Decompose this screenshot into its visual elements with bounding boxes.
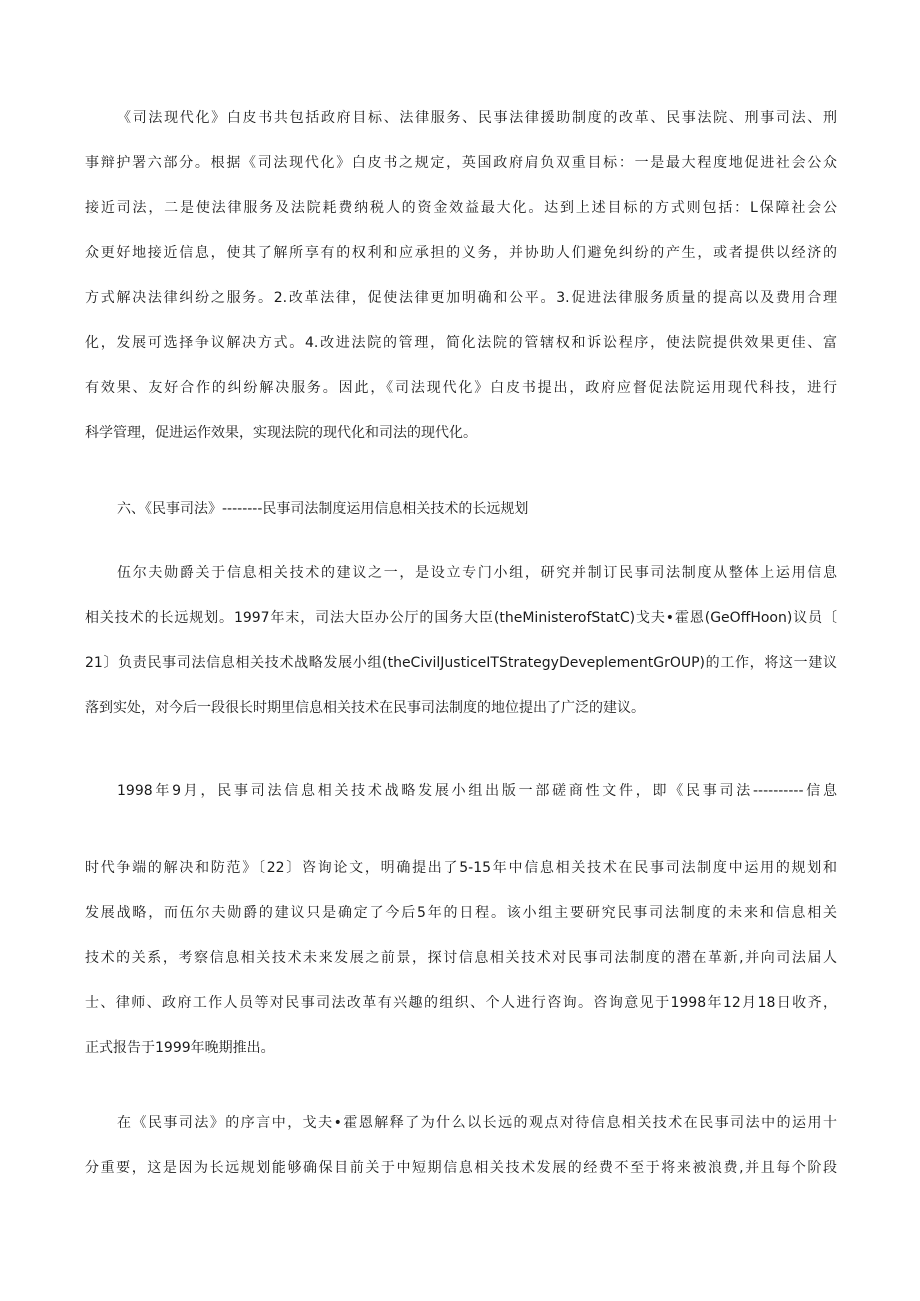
paragraph-3-line-4: 落到实处，对今后一段很长时期里信息相关技术在民事司法制度的地位提出了广泛的建议。 [85,700,645,716]
paragraph-6-line-1: 在《民事司法》的序言中，戈夫•霍恩解释了为什么以长远的观点对待信息相关技术在民事司法中的运用十 [117,1115,837,1131]
paragraph-3-line-2: 相关技术的长远规划。1997年末，司法大臣办公厅的国务大臣(theMinisterofStatC)戈夫•霍恩(GeOffHoon)议员〔 [85,610,837,626]
paragraph-5-line-5: 正式报告于1999年晚期推出。 [85,1040,275,1056]
paragraph-1-line-7: 有效果、友好合作的纠纷解决服务。因此，《司法现代化》白皮书提出，政府应督促法院运用现代科技，进行 [85,380,837,396]
paragraph-6-line-2: 分重要，这是因为长远规划能够确保目前关于中短期信息相关技术发展的经费不至于将来被浪费,并且每个阶段 [85,1160,837,1176]
paragraph-3-line-3: 21〕负责民事司法信息相关技术战略发展小组(theCivilJusticeITStrategyDeveplementGrOUP)的工作，将这一建议 [85,655,837,671]
paragraph-1-line-1: 《司法现代化》白皮书共包括政府目标、法律服务、民事法律援助制度的改革、民事法院、刑事司法、刑 [117,110,837,126]
section-heading: 六、《民事司法》--------民事司法制度运用信息相关技术的长远规划 [117,501,529,517]
paragraph-5-line-2: 发展战略，而伍尔夫勋爵的建议只是确定了今后5年的日程。该小组主要研究民事司法制度的未来和信息相关 [85,905,837,921]
paragraph-4-line-1: 1998年9月，民事司法信息相关技术战略发展小组出版一部磋商性文件，即《民事司法----------信息 [117,783,837,799]
paragraph-1-line-6: 化，发展可选择争议解决方式。4.改进法院的管理，简化法院的管辖权和诉讼程序，使法院提供效果更佳、富 [85,335,837,351]
paragraph-5-line-4: 士、律师、政府工作人员等对民事司法改革有兴趣的组织、个人进行咨询。咨询意见于1998年12月18日收齐， [85,995,837,1011]
paragraph-5-line-3: 技术的关系，考察信息相关技术未来发展之前景，探讨信息相关技术对民事司法制度的潜在革新,并向司法届人 [85,950,837,966]
paragraph-1-line-5: 方式解决法律纠纷之服务。2.改革法律，促使法律更加明确和公平。3.促进法律服务质量的提高以及费用合理 [85,290,837,306]
paragraph-1-line-2: 事辩护署六部分。根据《司法现代化》白皮书之规定，英国政府肩负双重目标：一是最大程度地促进社会公众 [85,155,837,171]
paragraph-1-line-4: 众更好地接近信息，使其了解所享有的权利和应承担的义务，并协助人们避免纠纷的产生，或者提供以经济的 [85,245,837,261]
paragraph-3-line-1: 伍尔夫勋爵关于信息相关技术的建议之一，是设立专门小组，研究并制订民事司法制度从整体上运用信息 [117,565,837,581]
paragraph-1-line-8: 科学管理，促进运作效果，实现法院的现代化和司法的现代化。 [85,425,477,441]
paragraph-5-line-1: 时代争端的解决和防范》〔22〕咨询论文，明确提出了5-15年中信息相关技术在民事司法制度中运用的规划和 [85,860,837,876]
paragraph-1-line-3: 接近司法，二是使法律服务及法院耗费纳税人的资金效益最大化。达到上述目标的方式则包括：L保障社会公 [85,200,837,216]
